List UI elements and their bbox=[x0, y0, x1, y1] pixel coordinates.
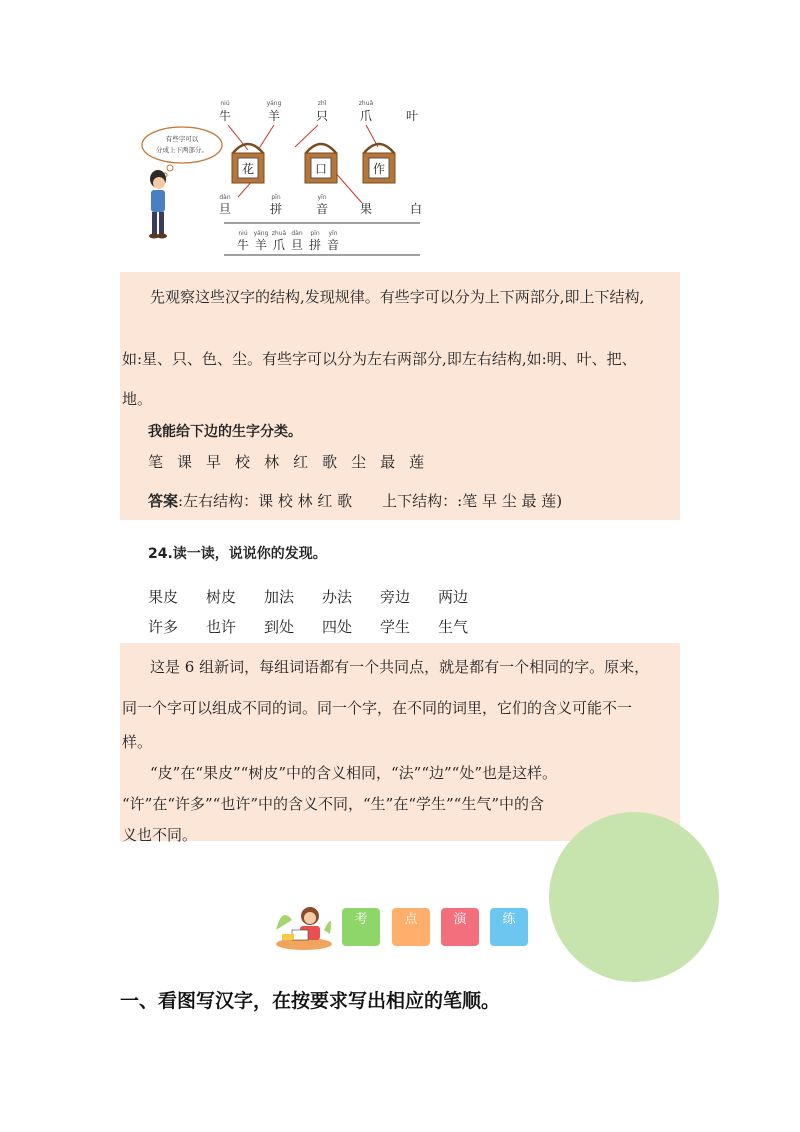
tile-kao: 考 bbox=[342, 908, 380, 946]
svg-text:yīn: yīn bbox=[328, 230, 338, 237]
svg-text:拼: 拼 bbox=[308, 238, 322, 252]
char-item: 红 bbox=[293, 453, 309, 471]
svg-text:niú: niú bbox=[238, 230, 248, 237]
svg-text:白: 白 bbox=[409, 202, 423, 216]
char-item: 尘 bbox=[351, 453, 367, 471]
section2-p2-line2: “许”在“许多”“也许”中的含义不同，“生”在“学生”“生气”中的含 bbox=[122, 795, 545, 813]
bubble-line-1: 有些字可以 bbox=[165, 135, 199, 143]
svg-text:pīn: pīn bbox=[271, 194, 281, 201]
section1-band bbox=[120, 272, 680, 520]
svg-text:zhuǎ: zhuǎ bbox=[271, 230, 287, 237]
word-item: 也许 bbox=[206, 618, 237, 636]
section1-line1: 先观察这些汉字的结构,发现规律。有些字可以分为上下两部分,即上下结构, bbox=[150, 288, 645, 306]
word-item: 果皮 bbox=[148, 588, 179, 606]
exercise-heading: 一、看图写汉字，在按要求写出相应的笔顺。 bbox=[120, 990, 501, 1012]
word-item: 旁边 bbox=[380, 588, 411, 606]
tile-dian: 点 bbox=[392, 908, 430, 946]
char-item: 课 bbox=[177, 453, 193, 471]
boy-figure bbox=[149, 170, 167, 239]
svg-text:牛: 牛 bbox=[236, 238, 250, 252]
svg-text:果: 果 bbox=[359, 202, 373, 216]
word-item: 四处 bbox=[322, 618, 353, 636]
word-item: 学生 bbox=[380, 618, 411, 636]
svg-text:dàn: dàn bbox=[219, 194, 231, 201]
word-row-1 bbox=[148, 586, 496, 608]
char-item: 歌 bbox=[322, 453, 338, 471]
svg-text:zhuǎ: zhuǎ bbox=[358, 100, 374, 107]
section2-p2-line3: 义也不同。 bbox=[122, 826, 198, 844]
svg-text:作: 作 bbox=[372, 162, 386, 176]
svg-text:拼: 拼 bbox=[269, 202, 283, 216]
svg-text:爪: 爪 bbox=[272, 238, 286, 252]
thought-bubble bbox=[142, 127, 222, 163]
svg-text:音: 音 bbox=[315, 202, 329, 216]
tile-yan: 演 bbox=[441, 908, 479, 946]
svg-text:niú: niú bbox=[220, 100, 230, 107]
svg-text:旦: 旦 bbox=[218, 202, 232, 216]
word-item: 加法 bbox=[264, 588, 295, 606]
char-item: 莲 bbox=[409, 453, 425, 471]
svg-text:口: 口 bbox=[314, 162, 328, 176]
svg-text:羊: 羊 bbox=[254, 238, 268, 252]
bottom-row bbox=[219, 194, 422, 216]
word-item: 办法 bbox=[322, 588, 353, 606]
decorative-circle bbox=[549, 812, 719, 982]
svg-text:音: 音 bbox=[326, 238, 340, 252]
word-item: 两边 bbox=[438, 588, 469, 606]
svg-text:yīn: yīn bbox=[317, 194, 327, 201]
svg-text:花: 花 bbox=[241, 162, 255, 176]
answer-text: :左右结构：课 校 林 红 歌 上下结构：:笔 早 尘 最 莲) bbox=[178, 492, 563, 510]
word-item: 生气 bbox=[438, 618, 469, 636]
word-row-2 bbox=[148, 616, 496, 638]
basket-2 bbox=[305, 144, 337, 183]
top-row bbox=[219, 100, 418, 123]
char-item: 最 bbox=[380, 453, 396, 471]
svg-text:dàn: dàn bbox=[291, 230, 303, 237]
svg-text:旦: 旦 bbox=[290, 238, 304, 252]
word-item: 到处 bbox=[264, 618, 295, 636]
svg-text:yáng: yáng bbox=[266, 100, 282, 107]
svg-text:爪: 爪 bbox=[359, 109, 373, 123]
answer-row bbox=[237, 230, 339, 252]
char-item: 早 bbox=[206, 453, 222, 471]
reading-girl-icon bbox=[272, 900, 336, 952]
char-item: 林 bbox=[264, 453, 280, 471]
structure-illustration bbox=[140, 95, 430, 265]
section1-task: 我能给下边的生字分类。 bbox=[148, 424, 302, 440]
section1-char-list bbox=[148, 451, 438, 473]
word-item: 许多 bbox=[148, 618, 179, 636]
bubble-line-2: 分成上下两部分。 bbox=[156, 146, 208, 154]
tile-lian: 练 bbox=[490, 908, 528, 946]
section1-line2: 如:星、只、色、尘。有些字可以分为左右两部分,即左右结构,如:明、叶、把、 bbox=[122, 350, 637, 368]
answer-label: 答案 bbox=[148, 492, 179, 510]
svg-text:pīn: pīn bbox=[310, 230, 320, 237]
section2-title: 24.读一读，说说你的发现。 bbox=[148, 546, 327, 562]
section2-p1-line2: 同一个字可以组成不同的词。同一个字，在不同的词里，它们的含义可能不一 bbox=[122, 699, 633, 717]
svg-text:只: 只 bbox=[315, 109, 329, 123]
section2-p1-line3: 样。 bbox=[122, 733, 153, 751]
section1-line3: 地。 bbox=[122, 390, 153, 408]
svg-text:zhǐ: zhǐ bbox=[317, 100, 327, 107]
svg-text:牛: 牛 bbox=[218, 109, 232, 123]
section1-answer bbox=[148, 490, 562, 512]
svg-text:羊: 羊 bbox=[267, 109, 281, 123]
section2-p2-line1: “皮”在“果皮”“树皮”中的含义相同，“法”“边”“处”也是这样。 bbox=[150, 764, 558, 782]
svg-text:叶: 叶 bbox=[405, 109, 419, 123]
section2-p1-line1: 这是 6 组新词，每组词语都有一个共同点，就是都有一个相同的字。原来， bbox=[150, 658, 650, 676]
char-item: 校 bbox=[235, 453, 251, 471]
word-item: 树皮 bbox=[206, 588, 237, 606]
char-item: 笔 bbox=[148, 453, 164, 471]
svg-text:yáng: yáng bbox=[253, 230, 269, 237]
basket-3 bbox=[363, 144, 395, 183]
